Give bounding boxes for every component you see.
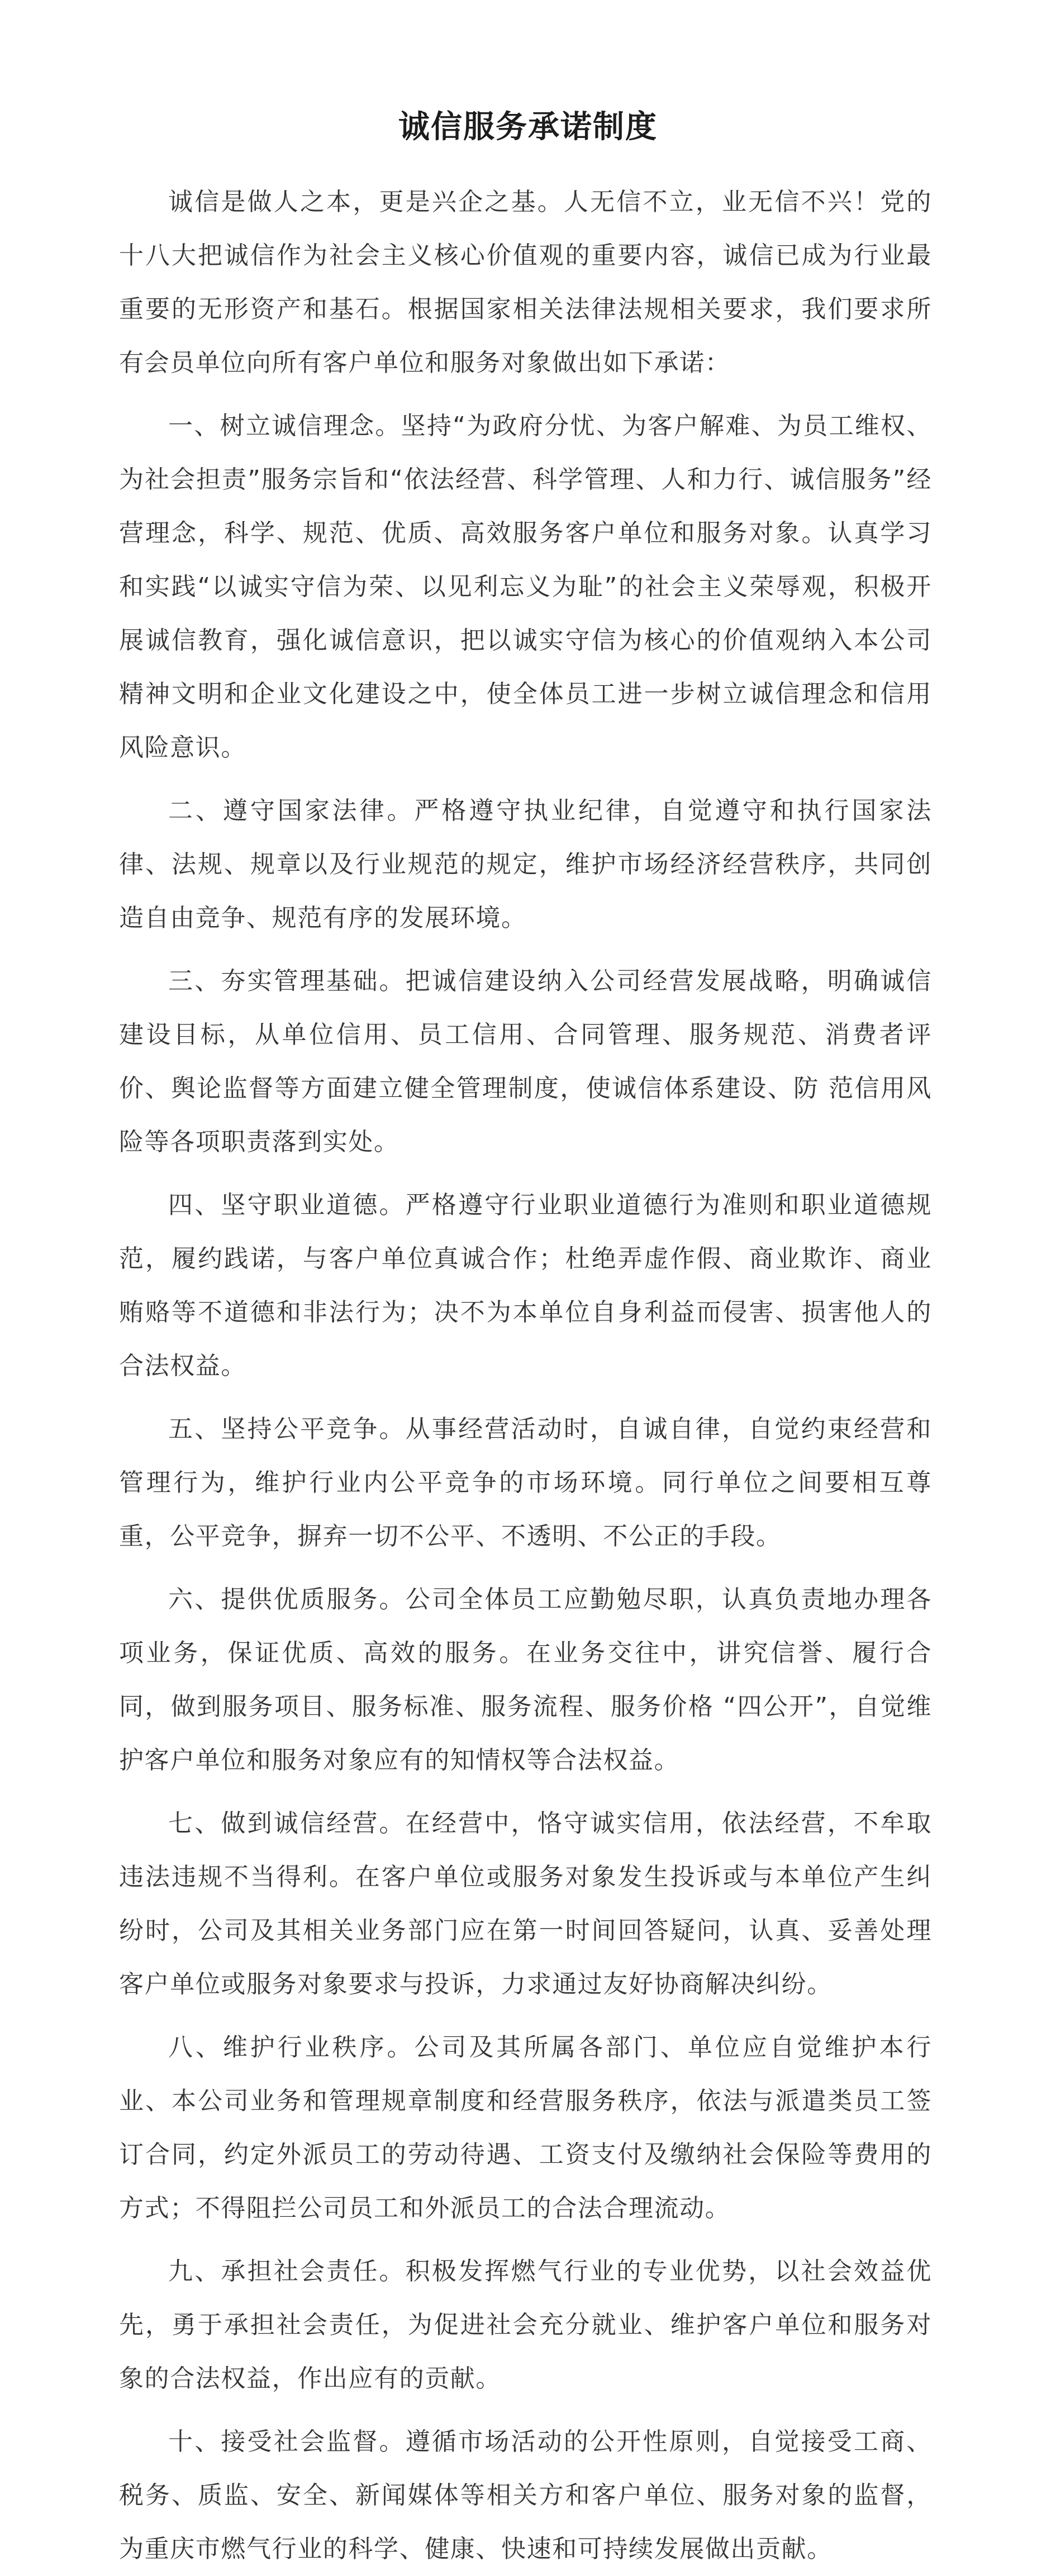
- document-body: [119, 175, 932, 2576]
- commitment-item-1: 一、树立诚信理念。坚持“为政府分忧、为客户解难、为员工维权、为社会担责”服务宗旨和“依法经营、科学管理、人和力行、诚信服务”经营理念，科学、规范、优质、高效服务客户单位和服务对象。认真学习和实践“以诚实守信为荣、以见利忘义为耻”的社会主义荣辱观，积极开展诚信教育，强化诚信意识，把以诚实守信为核心的价值观纳入本公司精神文明和企业文化建设之中，使全体员工进一步树立诚信理念和信用风险意识。: [119, 412, 932, 762]
- commitment-item-5: 五、坚持公平竞争。从事经营活动时，自诚自律，自觉约束经营和管理行为，维护行业内公平竞争的市场环境。同行单位之间要相互尊重，公平竞争，摒弃一切不公平、不透明、不公正的手段。: [119, 1415, 932, 1551]
- intro-paragraph: 诚信是做人之本，更是兴企之基。人无信不立，业无信不兴！党的十八大把诚信作为社会主义核心价值观的重要内容，诚信已成为行业最重要的无形资产和基石。根据国家相关法律法规相关要求，我们要求所有会员单位向所有客户单位和服务对象做出如下承诺：: [119, 188, 932, 377]
- commitment-item-2: 二、遵守国家法律。严格遵守执业纪律，自觉遵守和执行国家法律、法规、规章以及行业规范的规定，维护市场经济经营秩序，共同创造自由竞争、规范有序的发展环境。: [119, 796, 932, 932]
- commitment-item-10: 十、接受社会监督。遵循市场活动的公开性原则，自觉接受工商、税务、质监、安全、新闻媒体等相关方和客户单位、服务对象的监督，为重庆市燃气行业的科学、健康、快速和可持续发展做出贡献。: [119, 2427, 932, 2563]
- commitment-item-7: 七、做到诚信经营。在经营中，恪守诚实信用，依法经营，不牟取违法违规不当得利。在客户单位或服务对象发生投诉或与本单位产生纠纷时，公司及其相关业务部门应在第一时间回答疑问，认真、妥善处理客户单位或服务对象要求与投诉，力求通过友好协商解决纠纷。: [119, 1809, 932, 1998]
- document-title: 诚信服务承诺制度: [398, 108, 658, 145]
- commitment-item-6: 六、提供优质服务。公司全体员工应勤勉尽职，认真负责地办理各项业务，保证优质、高效的服务。在业务交往中，讲究信誉、履行合同，做到服务项目、服务标准、服务流程、服务价格 “四公开”，自觉维护客户单位和服务对象应有的知情权等合法权益。: [119, 1585, 932, 1774]
- commitment-item-4: 四、坚守职业道德。严格遵守行业职业道德行为准则和职业道德规范，履约践诺，与客户单位真诚合作；杜绝弄虚作假、商业欺诈、商业贿赂等不道德和非法行为；决不为本单位自身利益而侵害、损害他人的合法权益。: [119, 1191, 932, 1380]
- commitment-item-8: 八、维护行业秩序。公司及其所属各部门、单位应自觉维护本行业、本公司业务和管理规章制度和经营服务秩序，依法与派遣类员工签订合同，约定外派员工的劳动待遇、工资支付及缴纳社会保险等费用的方式；不得阻拦公司员工和外派员工的合法合理流动。: [119, 2033, 932, 2222]
- commitment-item-9: 九、承担社会责任。积极发挥燃气行业的专业优势，以社会效益优先，勇于承担社会责任，为促进社会充分就业、维护客户单位和服务对象的合法权益，作出应有的贡献。: [119, 2257, 932, 2393]
- commitment-item-3: 三、夯实管理基础。把诚信建设纳入公司经营发展战略，明确诚信建设目标，从单位信用、员工信用、合同管理、服务规范、消费者评价、舆论监督等方面建立健全管理制度，使诚信体系建设、防 范信用风险等各项职责落到实处。: [119, 967, 932, 1156]
